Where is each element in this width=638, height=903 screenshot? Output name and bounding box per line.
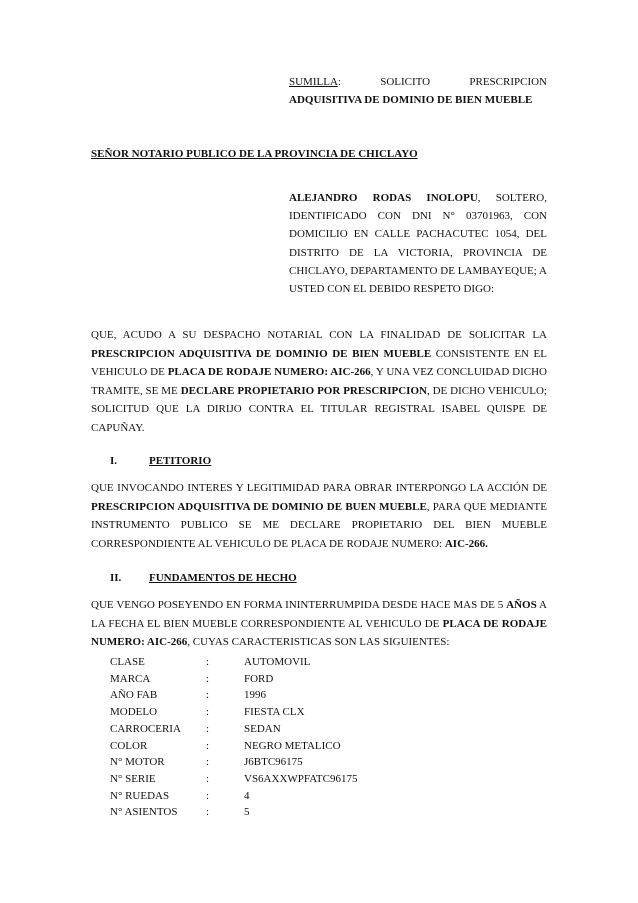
addressee-heading: SEÑOR NOTARIO PUBLICO DE LA PROVINCIA DE CHICLAYO [91,148,418,160]
spec-value: 1996 [244,689,266,702]
fundamentos-bold-2: PLACA DE RODAJE NUMERO: AIC-266 [91,617,547,649]
fundamentos-bold-1: AÑOS [506,599,537,611]
spec-label: MODELO [110,706,158,719]
applicant-name: ALEJANDRO RODAS INOLOPU [289,192,478,204]
spec-value: 5 [244,806,250,819]
petitorio-text-1: QUE INVOCANDO INTERES Y LEGITIMIDAD PARA OBRAR INTERPONGO LA ACCIÓN DE [91,482,547,494]
spec-label: N° ASIENTOS [110,806,178,819]
spec-separator: : [206,772,210,785]
spec-label: AÑO FAB [110,689,158,702]
fundamentos-text-3: , CUYAS CARACTERISTICAS SON LAS SIGUIENTES: [187,636,450,649]
spec-label: CARROCERIA [110,722,181,735]
sumilla-line-1 [289,73,547,91]
spec-value: FIESTA CLX [244,706,305,719]
spec-row [110,804,444,821]
spec-label: N° RUEDAS [110,789,170,802]
spec-row [110,687,444,704]
applicant-paragraph [289,189,547,298]
spec-separator: : [206,656,210,668]
spec-label: CLASE [110,656,145,668]
intro-text-1: QUE, ACUDO A SU DESPACHO NOTARIAL CON LA FINALIDAD DE SOLICITAR LA [91,329,547,341]
spec-label: N° MOTOR [110,756,165,769]
intro-bold-2: PLACA DE RODAJE NUMERO: AIC-266 [167,366,371,379]
spec-value: VS6AXXWPFATC96175 [244,772,358,785]
spec-label: COLOR [110,739,148,752]
spec-row [110,721,444,738]
spec-value: NEGRO METALICO [244,739,341,752]
section-1-heading [110,452,211,470]
spec-row [110,754,444,771]
section-2-title: FUNDAMENTOS DE HECHO [149,572,297,584]
petitorio-paragraph [91,479,547,553]
petitorio-bold-1: PRESCRIPCION ADQUISITIVA DE DOMINIO DE BUEN MUEBLE [91,500,427,513]
spec-value: SEDAN [244,722,281,735]
section-2-heading [110,569,297,587]
sumilla-colon: : [337,76,341,88]
spec-row [110,788,444,805]
petitorio-text-2: , PARA QUE MEDIANTE INSTRUMENTO PUBLICO SE ME DECLARE PROPIETARIO DEL BIEN MUEBLE CORRESPONDIENTE AL VEHICULO DE PLACA DE RODAJE NUMERO: [91,500,548,550]
spec-value: J6BTC96175 [244,756,303,769]
sumilla-block [289,73,547,109]
spec-separator: : [206,789,210,802]
applicant-details: , SOLTERO, IDENTIFICADO CON DNI N° 03701963, CON DOMICILIO EN CALLE PACHACUTEC 1054, DEL DISTRITO DE LA VICTORIA, PROVINCIA DE CHICLAYO, DEPARTAMENTO DE LAMBAYEQUE; A USTED CON EL DEBIDO RESPETO DIGO: [289,192,547,296]
spec-row [110,738,444,755]
sumilla-line-2: ADQUISITIVA DE DOMINIO DE BIEN MUEBLE [289,94,533,106]
spec-row [110,654,444,671]
fundamentos-text-1: QUE VENGO POSEYENDO EN FORMA ININTERRUMPIDA DESDE HACE MAS DE 5 [91,599,507,611]
intro-text-4: , DE DICHO VEHICULO; SOLICITUD QUE LA DIRIJO CONTRA EL TITULAR REGISTRAL ISABEL QUISPE DE CAPUÑAY. [91,384,547,434]
sumilla-text-1: SOLICITO PRESCRIPCION [380,76,547,88]
intro-paragraph [91,326,547,438]
intro-bold-1: PRESCRIPCION ADQUISITIVA DE DOMINIO DE BIEN MUEBLE [91,347,432,360]
sumilla-label: SUMILLA [289,76,338,88]
spec-separator: : [206,706,210,719]
fundamentos-paragraph [91,596,547,652]
spec-label: MARCA [110,672,151,685]
spec-separator: : [206,756,210,769]
spec-separator: : [206,722,210,735]
section-1-number: I. [110,455,118,467]
intro-text-3: , Y UNA VEZ CONCLUIDAD DICHO TRAMITE, SE ME [91,366,547,397]
spec-separator: : [206,672,210,685]
vehicle-specs-table [110,654,444,821]
section-2-number: II. [110,572,122,584]
spec-label: N° SERIE [110,772,156,785]
spec-row [110,704,444,721]
spec-value: FORD [244,672,274,685]
section-1-title: PETITORIO [149,455,212,467]
spec-value: AUTOMOVIL [244,656,311,668]
petitorio-bold-2: AIC-266. [444,537,488,550]
spec-separator: : [206,739,210,752]
spec-row [110,771,444,788]
intro-text-2: CONSISTENTE EN EL VEHICULO DE [91,347,547,379]
spec-separator: : [206,689,210,702]
spec-separator: : [206,806,210,819]
intro-bold-3: DECLARE PROPIETARIO POR PRESCRIPCION [180,384,427,397]
spec-value: 4 [244,789,250,802]
fundamentos-text-2: A LA FECHA EL BIEN MUEBLE CORRESPONDIENTE AL VEHICULO DE [91,599,547,630]
spec-row [110,671,444,688]
